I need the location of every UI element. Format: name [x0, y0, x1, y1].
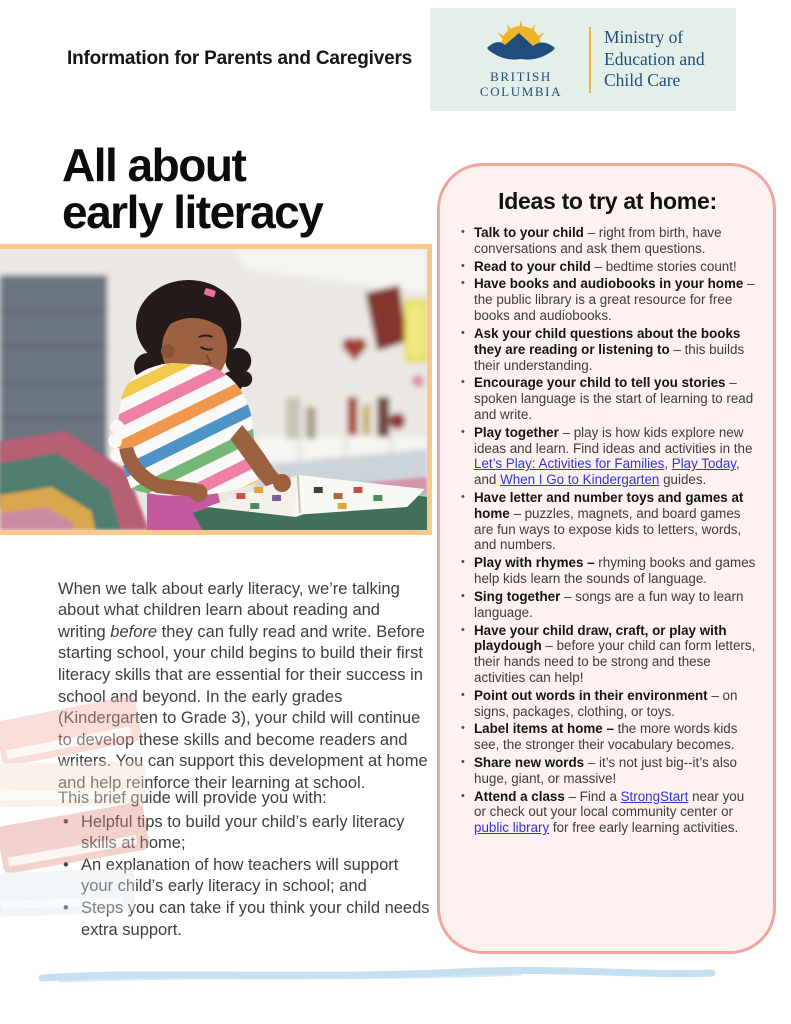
photo-girl-reading	[0, 244, 432, 535]
bold-text: Play with rhymes –	[474, 555, 595, 571]
idea-item	[461, 589, 758, 621]
bullet-icon: •	[461, 376, 465, 389]
bold-text: Ask your child questions about the books they are reading or listening to	[474, 325, 741, 357]
idea-item	[461, 721, 758, 753]
idea-item-text: Play together – play is how kids explore new ideas and learn. Find ideas and activities in the Let’s Play: Activities for Families, Play Today, and When I Go to Kindergarten guides.	[474, 424, 753, 488]
org-name-line1: BRITISH	[490, 68, 552, 84]
idea-item	[461, 490, 758, 553]
bullet-icon: •	[461, 688, 465, 701]
idea-item	[461, 225, 758, 257]
bold-text: Talk to your child	[474, 225, 584, 240]
guide-item-text: Helpful tips to build your child’s early literacy skills at home;	[81, 812, 405, 853]
bullet-icon: •	[461, 756, 465, 768]
bold-text: Attend a class	[474, 788, 565, 804]
page-title-line1: All about	[62, 139, 246, 191]
bullet-icon: •	[461, 277, 465, 290]
idea-item	[461, 425, 758, 488]
idea-item	[461, 555, 758, 587]
bold-text: Encourage your child to tell you stories	[474, 375, 726, 391]
idea-item	[461, 326, 758, 373]
idea-item	[461, 375, 758, 422]
bullet-icon: •	[63, 855, 69, 874]
bold-text: Have letter and number toys and games at home	[474, 490, 744, 521]
ministry-line1: Ministry of	[604, 27, 684, 48]
idea-item	[461, 688, 758, 720]
inline-link[interactable]: When I Go to Kindergarten	[500, 472, 660, 488]
guide-list	[58, 812, 432, 942]
idea-item-text: Have your child draw, craft, or play with playdough – before your child can form letters, their hands need to be strong and these activities can help!	[474, 622, 756, 685]
bullet-icon: •	[461, 259, 465, 272]
italic-text: before	[110, 622, 158, 641]
page-title-line2: early literacy	[62, 185, 323, 238]
idea-item	[461, 789, 758, 836]
bullet-icon: •	[461, 556, 465, 569]
idea-item-text: Point out words in their environment – on signs, packages, clothing, or toys.	[474, 687, 738, 719]
bullet-icon: •	[461, 425, 465, 438]
bold-text: Point out words in their environment	[474, 687, 708, 703]
ministry-name	[604, 27, 705, 91]
inline-link[interactable]: Play Today	[671, 456, 736, 472]
idea-item	[461, 276, 758, 323]
idea-item-text: Talk to your child – right from birth, have conversations and ask them questions.	[474, 225, 722, 256]
ideas-list	[457, 225, 758, 836]
idea-item-text: Have letter and number toys and games at home – puzzles, magnets, and board games are fun ways to expose kids to letters, words, and numbers.	[474, 490, 744, 553]
bullet-icon: •	[461, 722, 465, 735]
bold-text: Play together	[474, 424, 559, 440]
org-name-line2: COLUMBIA	[479, 83, 563, 99]
guide-item-text: An explanation of how teachers will support your child’s early literacy in school; and	[81, 855, 399, 896]
bold-text: Have books and audiobooks in your home	[474, 276, 744, 292]
bullet-icon: •	[461, 326, 465, 339]
bc-government-logo	[430, 8, 736, 111]
logo-divider	[589, 27, 591, 93]
ideas-heading: Ideas to try at home:	[498, 188, 717, 214]
header-banner: Information for Parents and Caregivers	[67, 48, 413, 69]
inline-link[interactable]: StrongStart	[620, 788, 689, 804]
bold-text: Read to your child	[474, 258, 591, 274]
page-title	[62, 139, 323, 238]
idea-item-text: Encourage your child to tell you stories – spoken language is the start of learning to read and write.	[474, 375, 754, 422]
bc-sun-mountains-icon	[485, 20, 557, 68]
idea-item-text: Ask your child questions about the books they are reading or listening to – this builds their understanding.	[474, 325, 745, 373]
idea-item	[461, 623, 758, 686]
ministry-line3: Child Care	[604, 70, 681, 91]
bullet-icon: •	[461, 589, 465, 602]
idea-item-text: Label items at home – the more words kids see, the stronger their vocabulary becomes.	[474, 721, 738, 753]
ideas-panel	[437, 163, 776, 954]
guide-block	[58, 788, 432, 941]
idea-item-text: Play with rhymes – rhyming books and games help kids learn the sounds of language.	[474, 555, 756, 587]
photo-illustration	[0, 249, 427, 530]
bullet-icon: •	[63, 812, 69, 831]
inline-link[interactable]: public library	[474, 820, 550, 836]
bold-text: Have your child draw, craft, or play with playdough	[474, 622, 727, 654]
intro-paragraph: When we talk about early literacy, we’re talking about what children learn about reading and writing before they can fully read and write. Before starting school, your child begins to build their first literacy skills that are essential for their success in school and beyond. In the early grades (Kindergarten to Grade 3), your child will continue to develop these skills and become readers and writers. You can support this development at home and help reinforce their learning at school.	[58, 579, 428, 792]
brush-stroke-divider	[0, 960, 791, 992]
bullet-icon: •	[461, 491, 465, 503]
idea-item	[461, 755, 758, 787]
idea-item-text: Sing together – songs are a fun way to learn language.	[474, 588, 744, 620]
guide-item	[58, 855, 432, 898]
ministry-line2: Education and	[604, 48, 705, 69]
guide-intro: This brief guide will provide you with:	[58, 789, 327, 807]
idea-item-text: Read to your child – bedtime stories count!	[474, 258, 737, 274]
bullet-icon: •	[461, 623, 465, 636]
bold-text: Label items at home –	[474, 721, 614, 737]
guide-item-text: Steps you can take if you think your child needs extra support.	[81, 899, 430, 939]
bullet-icon: •	[63, 899, 69, 918]
guide-item	[58, 898, 432, 941]
guide-item	[58, 812, 432, 855]
bold-text: Sing together	[474, 588, 561, 604]
idea-item	[461, 259, 758, 275]
idea-item-text: Have books and audiobooks in your home – the public library is a great resource for free books and audiobooks.	[474, 276, 755, 324]
idea-item-text: Share new words – it’s not just big--it’s also huge, giant, or massive!	[474, 755, 737, 786]
bold-text: Share new words	[474, 755, 585, 770]
bullet-icon: •	[461, 226, 465, 238]
bc-logo-mark	[466, 20, 576, 99]
idea-item-text: Attend a class – Find a StrongStart near you or check out your local community center or public library for free early learning activities.	[474, 788, 745, 836]
bullet-icon: •	[461, 789, 465, 802]
inline-link[interactable]: Let’s Play: Activities for Families	[474, 456, 665, 472]
